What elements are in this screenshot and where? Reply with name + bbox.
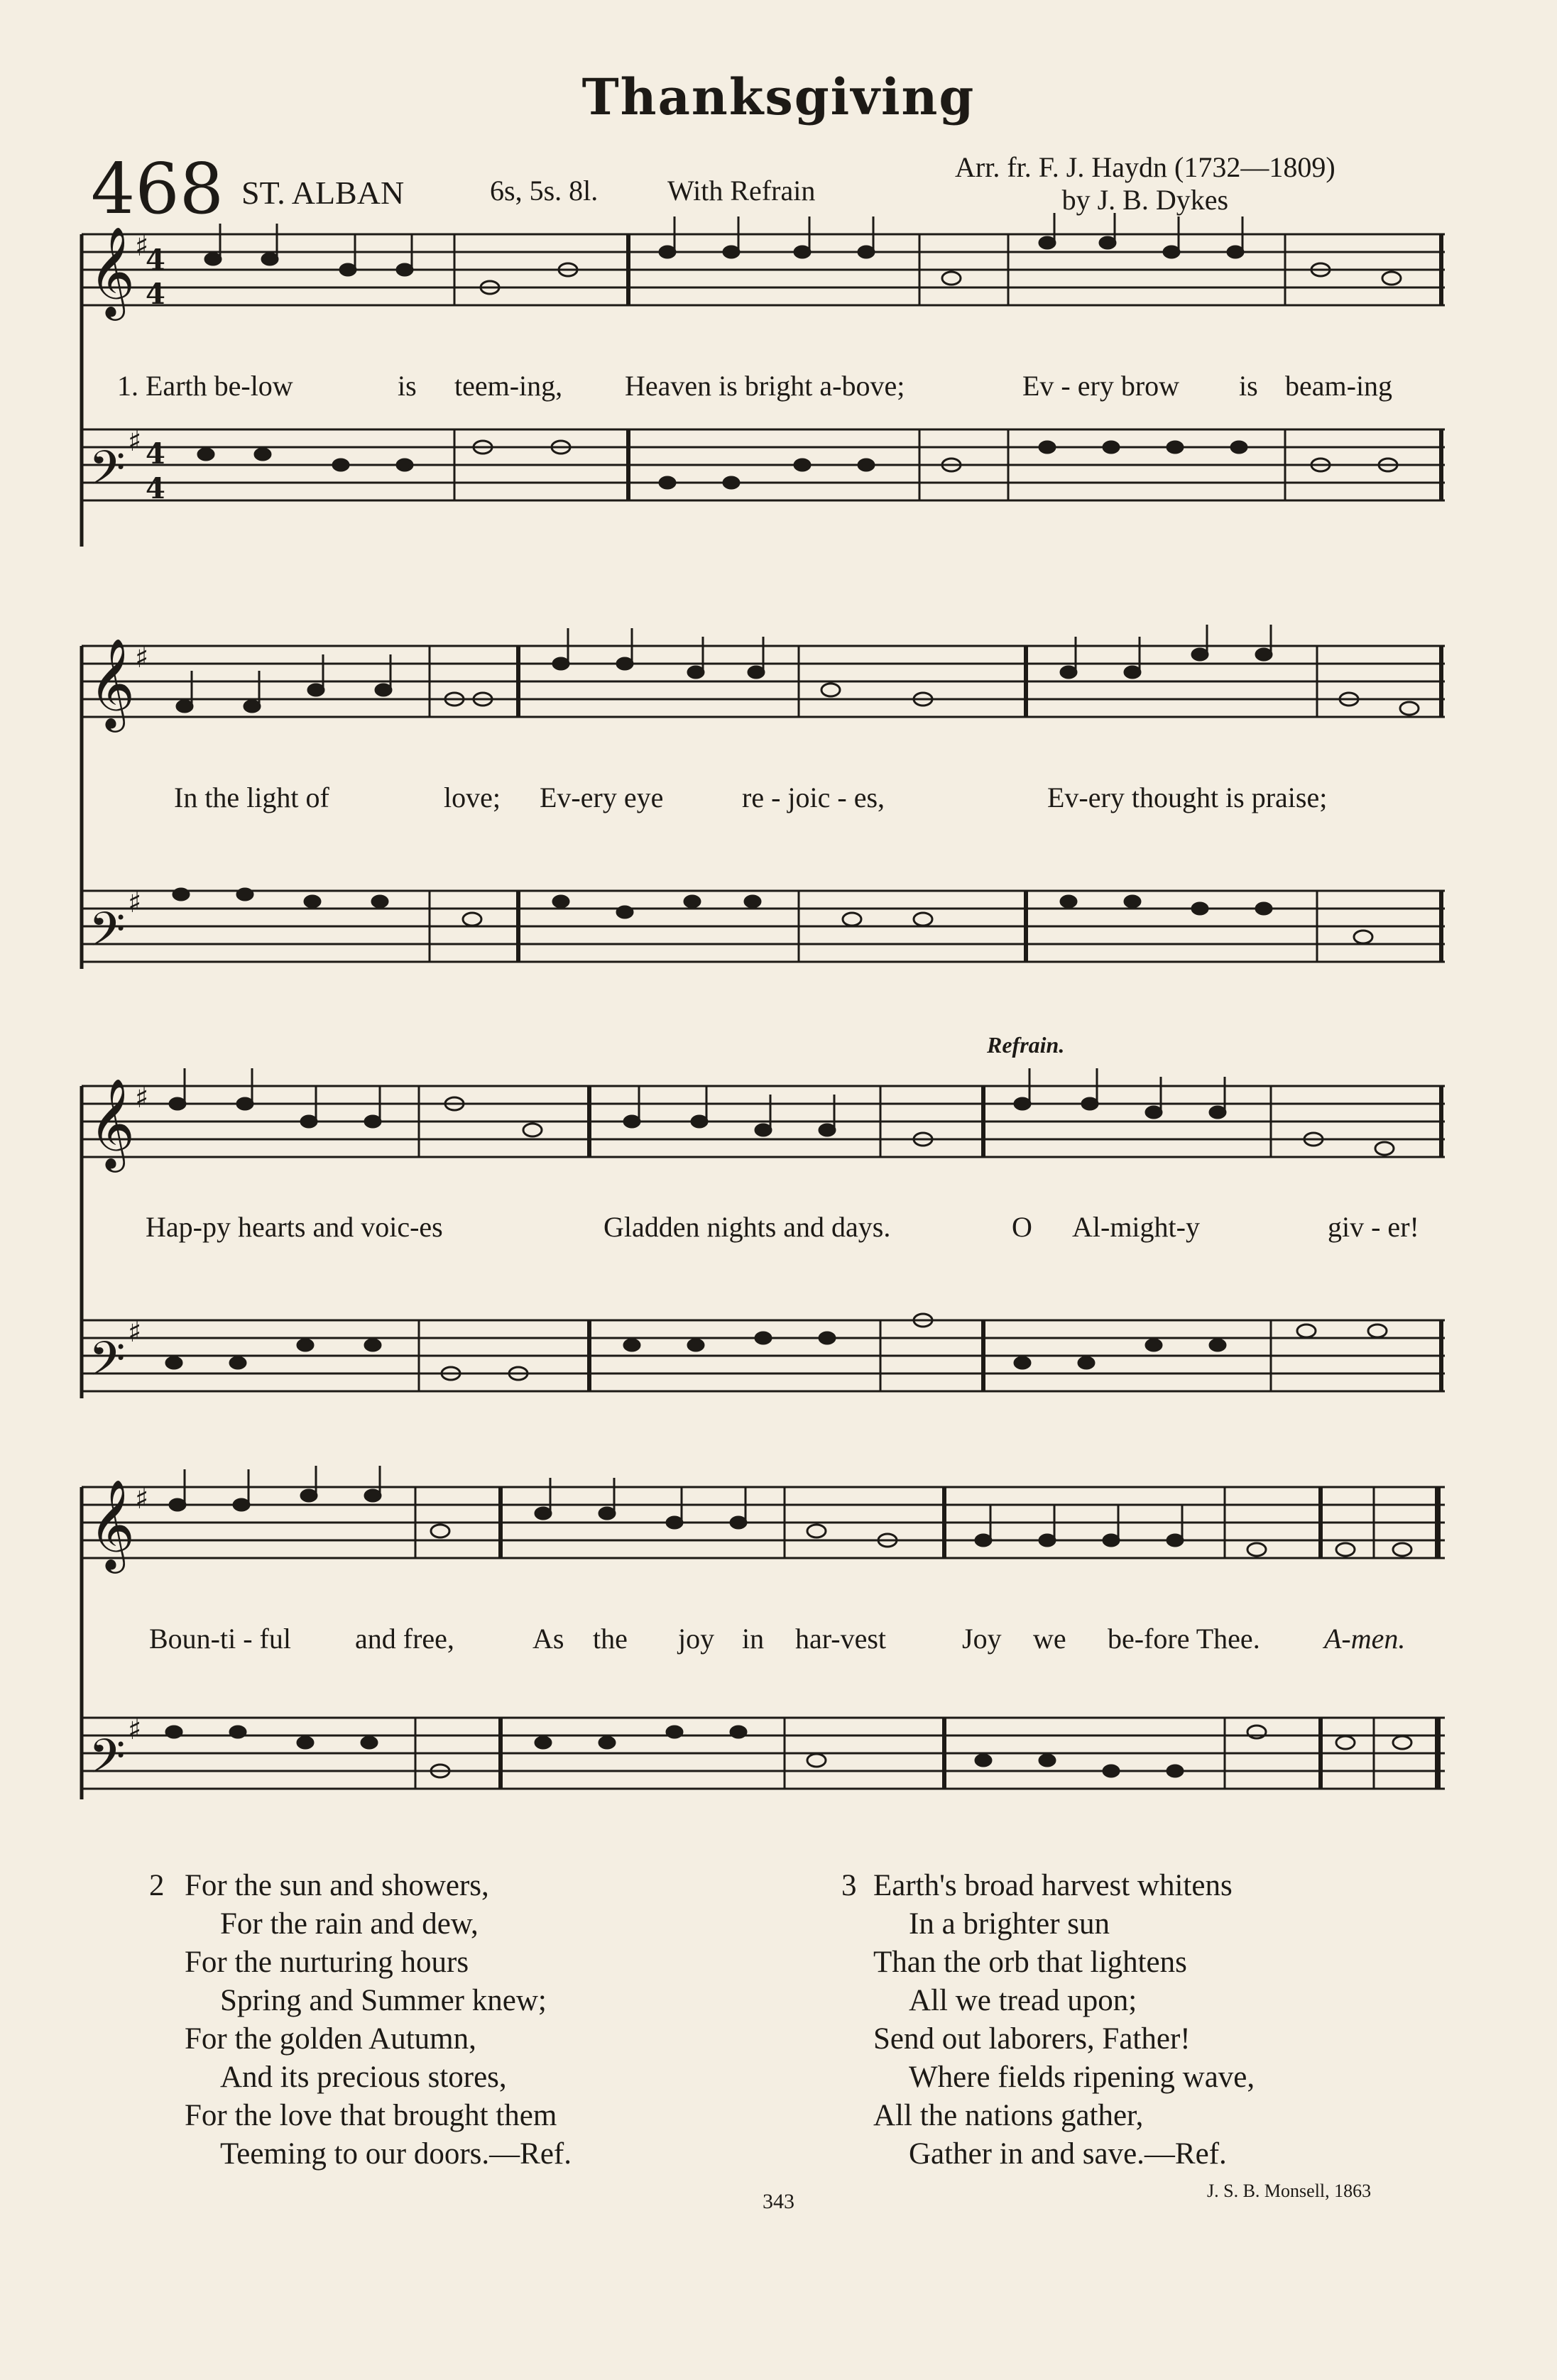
verse-number: 2 [149,1869,165,1902]
verse-line: Send out laborers, Father! [873,2022,1191,2056]
lyric-line-3 [0,1210,1557,1250]
lyric-syllable: Ev-ery thought is praise; [1047,782,1328,813]
verse-line: Earth's broad harvest whitens [873,1869,1233,1902]
verse-line: For the golden Autumn, [185,2022,476,2056]
lyric-syllable: Boun-ti - ful [149,1623,291,1655]
verse-line: Where fields ripening wave, [909,2061,1255,2094]
verse-line: And its precious stores, [220,2061,507,2094]
lyric-syllable: As [532,1623,564,1655]
meter: 6s, 5s. 8l. [490,175,599,207]
svg-text:♯: ♯ [128,1316,142,1349]
verse-line: All the nations gather, [873,2099,1144,2132]
svg-text:𝄞: 𝄞 [89,1479,136,1569]
svg-text:♯: ♯ [135,642,149,674]
lyric-line-2 [0,781,1557,821]
verse-line: Gather in and save.—Ref. [909,2137,1227,2171]
arranger-line-2: by J. B. Dykes [1061,184,1229,216]
lyric-syllable: Ev-ery eye [540,782,664,813]
svg-text:♯: ♯ [128,887,142,919]
svg-text:♯: ♯ [135,230,149,263]
svg-text:♯: ♯ [135,1483,149,1515]
lyric-syllable: beam-ing [1285,370,1393,402]
svg-text:4: 4 [146,437,165,471]
lyric-line-4 [0,1622,1557,1662]
lyric-syllable: In the light of [174,782,329,813]
svg-text:𝄢: 𝄢 [89,902,126,968]
lyric-syllable: Al-might-y [1072,1211,1200,1243]
lyric-syllable: joy [678,1623,715,1655]
amen-text: A-men. [1324,1623,1406,1655]
svg-text:𝄞: 𝄞 [89,1077,136,1168]
lyric-syllable: har-vest [795,1623,887,1655]
lyric-syllable: Ev - ery brow [1022,370,1180,402]
lyric-syllable: and free, [355,1623,454,1655]
svg-text:♯: ♯ [135,1082,149,1114]
lyric-syllable: 1. Earth be-low [117,370,293,402]
verse-line: In a brighter sun [909,1907,1110,1941]
lyric-syllable: the [593,1623,628,1655]
verse-line: All we tread upon; [909,1984,1137,2017]
hymn-number: 468 [91,149,224,230]
refrain-label: Refrain. [987,1032,1065,1058]
lyric-syllable: O [1012,1211,1032,1243]
lyric-syllable: is [1239,370,1258,402]
verse-line: For the sun and showers, [185,1869,489,1902]
page-number: 343 [763,2190,794,2213]
svg-text:4: 4 [146,472,165,505]
tune-name: ST. ALBAN [241,175,405,211]
verse-line: For the nurturing hours [185,1946,469,1979]
svg-text:4: 4 [146,278,165,311]
with-refrain-note: With Refrain [667,175,816,207]
svg-text:𝄞: 𝄞 [89,637,136,728]
author-credit: J. S. B. Monsell, 1863 [1207,2181,1372,2201]
svg-text:𝄞: 𝄞 [89,226,136,317]
verse-line: For the rain and dew, [220,1907,479,1941]
verse-line: For the love that brought them [185,2099,557,2132]
lyric-syllable: Joy [962,1623,1002,1655]
svg-text:𝄢: 𝄢 [89,1729,126,1795]
verse-line: Teeming to our doors.—Ref. [220,2137,572,2171]
lyric-syllable: teem-ing, [454,370,563,402]
verse-line: Spring and Summer knew; [220,1984,547,2017]
lyric-syllable: giv - er! [1328,1211,1419,1243]
svg-text:♯: ♯ [128,425,142,458]
lyric-syllable: Hap-py hearts and voic-es [146,1211,443,1243]
lyric-line-1 [0,369,1557,409]
svg-text:4: 4 [146,243,165,277]
verse-number: 3 [841,1869,857,1902]
lyric-syllable: Gladden nights and days. [603,1211,891,1243]
verse-line: Than the orb that lightens [873,1946,1187,1979]
lyric-syllable: in [742,1623,765,1655]
lyric-syllable: is [398,370,417,402]
arranger-line-1: Arr. fr. F. J. Haydn (1732—1809) [955,151,1335,183]
svg-text:𝄢: 𝄢 [89,1332,126,1398]
lyric-syllable: Heaven is bright a-bove; [625,370,905,402]
lyric-syllable: be-fore Thee. [1108,1623,1260,1655]
svg-text:𝄢: 𝄢 [89,441,126,507]
section-title: Thanksgiving [581,67,976,126]
arranger-credit [955,151,1335,216]
lyric-syllable: re - joic - es, [742,782,885,813]
svg-text:♯: ♯ [128,1713,142,1746]
lyric-syllable: we [1033,1623,1066,1655]
lyric-syllable: love; [444,782,501,813]
